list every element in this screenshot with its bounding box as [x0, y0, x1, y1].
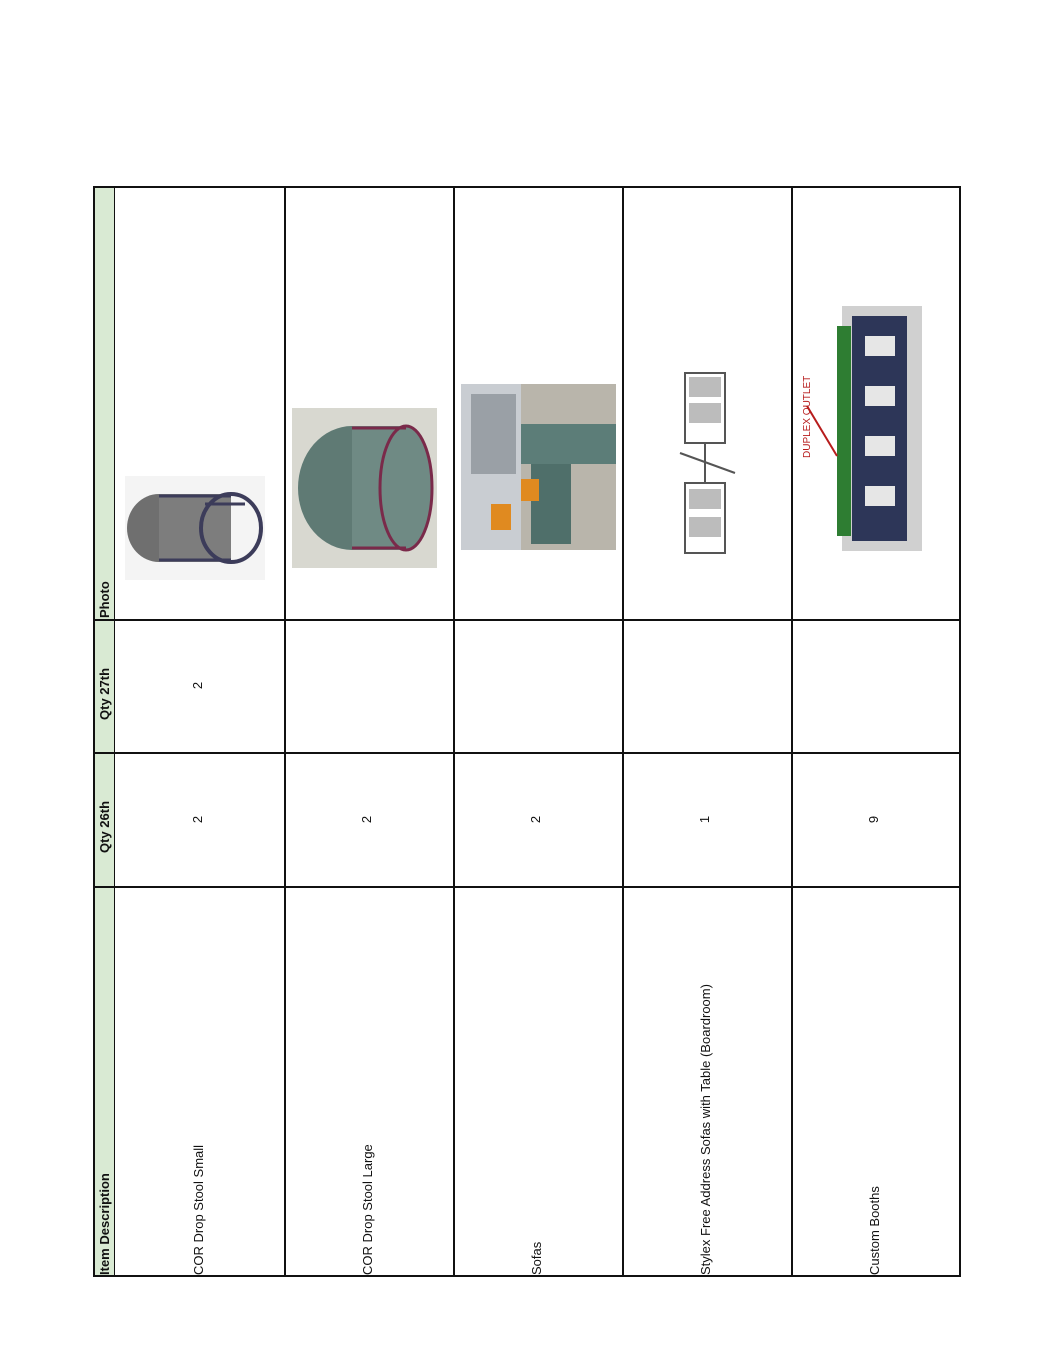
stool-large-photo	[292, 408, 437, 568]
row5-description: Custom Booths	[867, 1186, 882, 1275]
row4-description: Stylex Free Address Sofas with Table (Boardroom)	[698, 984, 713, 1275]
header-qty-26th: Qty 26th	[97, 800, 112, 853]
row1-description: COR Drop Stool Small	[191, 1144, 206, 1275]
row2-qty-26th: 2	[359, 815, 375, 824]
column-divider	[95, 752, 959, 754]
stylex-sofas-drawing	[635, 363, 775, 563]
row5-qty-26th: 9	[866, 815, 882, 824]
row1-qty-26th: 2	[190, 815, 206, 824]
header-photo: Photo	[97, 581, 112, 618]
stool-small-photo	[125, 476, 265, 580]
custom-booths-drawing	[797, 306, 947, 556]
column-divider	[95, 619, 959, 621]
row-divider	[453, 188, 455, 1275]
row1-qty-27th: 2	[190, 681, 206, 690]
header-band	[95, 188, 115, 1275]
row-divider	[622, 188, 624, 1275]
row3-qty-26th: 2	[528, 815, 544, 824]
row-divider	[284, 188, 286, 1275]
row2-description: COR Drop Stool Large	[360, 1144, 375, 1275]
furniture-table	[93, 186, 961, 1277]
column-divider	[95, 886, 959, 888]
sofas-photo	[461, 384, 616, 550]
row3-description: Sofas	[529, 1241, 544, 1275]
header-qty-27th: Qty 27th	[97, 667, 112, 720]
header-item-description: Item Description	[97, 1173, 112, 1275]
row4-qty-26th: 1	[697, 815, 713, 824]
duplex-outlet-label: DUPLEX OUTLET	[802, 375, 813, 458]
row-divider	[791, 188, 793, 1275]
